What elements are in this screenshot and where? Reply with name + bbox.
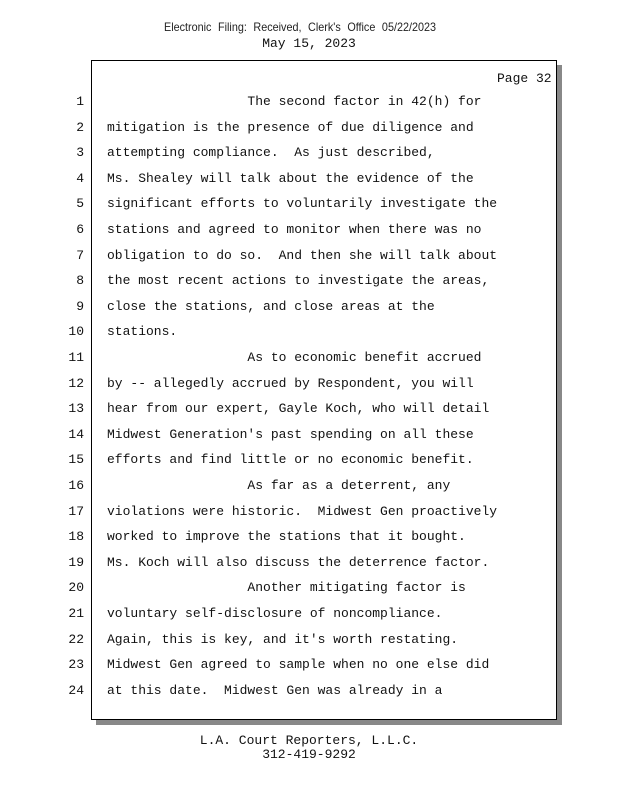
transcript-line [60, 348, 560, 368]
transcript-line [60, 450, 560, 470]
line-number: 23 [68, 657, 84, 673]
transcript-line [60, 322, 560, 342]
transcript-line [60, 476, 560, 496]
line-number: 2 [76, 119, 84, 135]
transcript-line [60, 655, 560, 675]
transcript-line [60, 194, 560, 214]
line-text: Another mitigating factor is [107, 580, 466, 596]
line-text: hear from our expert, Gayle Koch, who will detail [107, 401, 490, 417]
line-number: 13 [68, 401, 84, 417]
footer-company: L.A. Court Reporters, L.L.C. [199, 733, 419, 748]
line-number: 11 [68, 350, 84, 365]
line-number: 24 [68, 682, 84, 698]
line-text: worked to improve the stations that it bought. [107, 529, 466, 545]
line-number: 15 [68, 452, 84, 468]
line-text: voluntary self-disclosure of noncompliance. [107, 606, 443, 621]
transcript-line [60, 374, 560, 394]
transcript-line [60, 425, 560, 445]
transcript-date: May 15, 2023 [262, 36, 356, 51]
line-number: 7 [76, 247, 84, 263]
page-number: Page 32 [497, 71, 552, 86]
line-number: 17 [68, 503, 84, 519]
transcript-line [60, 92, 560, 112]
line-number: 6 [76, 222, 84, 237]
line-number: 18 [68, 529, 84, 545]
line-number: 19 [68, 554, 84, 570]
line-text: The second factor in 42(h) for [107, 94, 482, 109]
transcript-line [60, 527, 560, 547]
line-text: at this date. Midwest Gen was already in a [107, 682, 443, 698]
line-number: 14 [68, 426, 84, 442]
line-number: 21 [68, 606, 84, 621]
line-text: Ms. Shealey will talk about the evidence of the [107, 170, 474, 186]
line-text: mitigation is the presence of due diligence and [107, 119, 474, 135]
transcript-line [60, 118, 560, 138]
line-number: 10 [68, 324, 84, 340]
line-number: 9 [76, 298, 84, 314]
line-text: As to economic benefit accrued [107, 350, 482, 365]
transcript-line [60, 578, 560, 598]
line-text: stations and agreed to monitor when there was no [107, 222, 482, 237]
line-number: 3 [76, 145, 84, 161]
line-text: close the stations, and close areas at the [107, 298, 435, 314]
line-number: 1 [76, 94, 84, 109]
line-number: 22 [68, 631, 84, 647]
line-text: violations were historic. Midwest Gen proactively [107, 503, 498, 519]
line-text: stations. [107, 324, 178, 340]
line-text: the most recent actions to investigate the areas, [107, 273, 490, 289]
line-number: 12 [68, 375, 84, 391]
line-text: by -- allegedly accrued by Respondent, you will [107, 375, 474, 391]
transcript-line [60, 169, 560, 189]
line-text: Ms. Koch will also discuss the deterrence factor. [107, 554, 490, 570]
transcript-line [60, 681, 560, 701]
line-text: Midwest Generation's past spending on all these [107, 426, 474, 442]
transcript-line [60, 502, 560, 522]
transcript-line [60, 630, 560, 650]
transcript-line [60, 604, 560, 624]
transcript-line [60, 399, 560, 419]
line-number: 20 [68, 580, 84, 596]
line-text: efforts and find little or no economic benefit. [107, 452, 474, 468]
transcript-line [60, 297, 560, 317]
footer-phone: 312-419-9292 [262, 747, 356, 762]
transcript-line [60, 246, 560, 266]
line-number: 4 [76, 170, 84, 186]
transcript-line [60, 271, 560, 291]
line-text: As far as a deterrent, any [107, 478, 451, 493]
line-number: 16 [68, 478, 84, 493]
line-number: 5 [76, 196, 84, 212]
line-text: significant efforts to voluntarily investigate the [107, 196, 498, 212]
transcript-line [60, 220, 560, 240]
line-text: obligation to do so. And then she will talk about [107, 247, 498, 263]
line-number: 8 [76, 273, 84, 289]
line-text: Midwest Gen agreed to sample when no one else did [107, 657, 490, 673]
transcript-line [60, 553, 560, 573]
line-text: Again, this is key, and it's worth restating. [107, 631, 459, 647]
transcript-line [60, 143, 560, 163]
filing-stamp: Electronic Filing: Received, Clerk's Office 05/22/2023 [164, 20, 436, 34]
line-text: attempting compliance. As just described, [107, 145, 435, 161]
